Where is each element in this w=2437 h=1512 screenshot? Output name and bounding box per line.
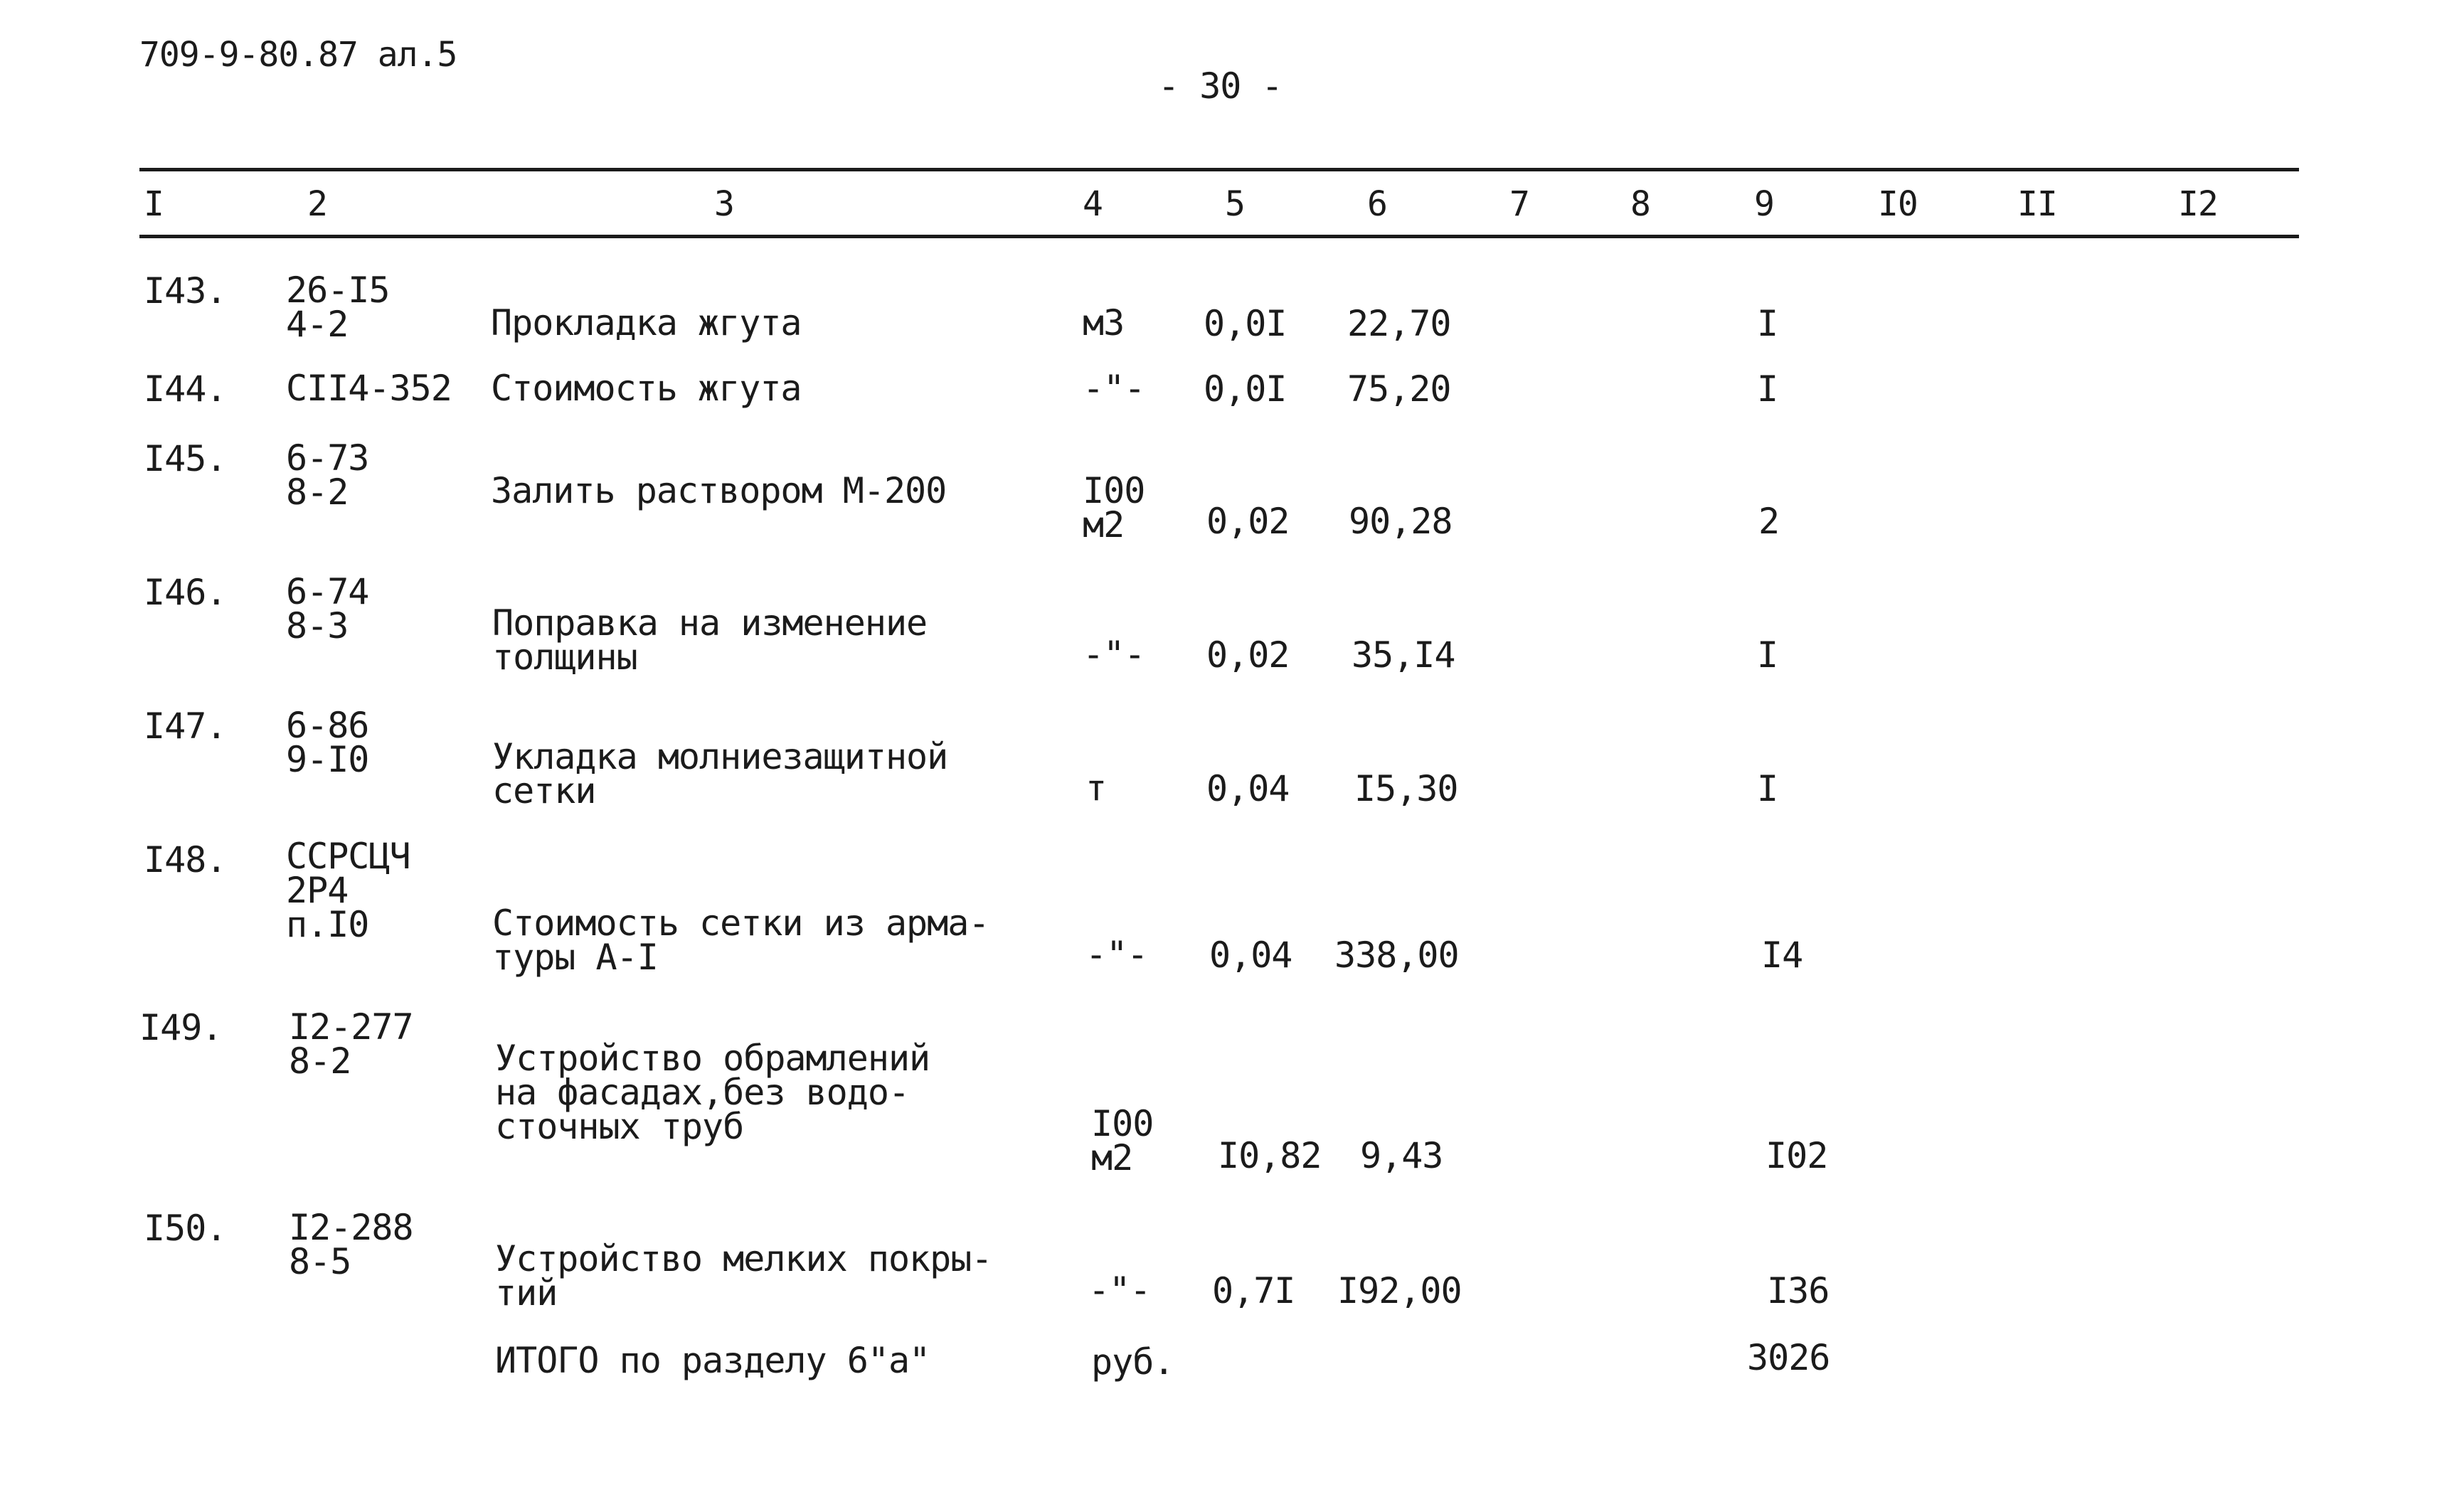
row-name: Стоимость жгута	[491, 368, 802, 409]
row-price: 9,43	[1360, 1135, 1443, 1176]
row-name: Залить раствором М-200	[491, 470, 947, 511]
row-total: I	[1757, 368, 1778, 410]
row-price: I92,00	[1337, 1270, 1462, 1311]
row-quantity: 0,7I	[1212, 1270, 1295, 1311]
row-code: CII4-352	[286, 368, 452, 409]
row-quantity: 0,04	[1206, 768, 1290, 809]
table-top-rule	[139, 168, 2299, 171]
row-code: 6-74 8-3	[286, 571, 369, 646]
row-name: Устройство обрамлений на фасадах,без водо- сточных труб	[495, 1038, 930, 1147]
row-name: Поправка на изменение толщины	[492, 602, 928, 678]
row-unit: I00 м2	[1091, 1103, 1154, 1178]
row-code: 6-86 9-I0	[286, 705, 369, 780]
column-header-11: II	[2017, 184, 2057, 224]
column-header-10: I0	[1878, 184, 1918, 224]
row-code: 26-I5 4-2	[286, 270, 390, 345]
row-quantity: 0,0I	[1204, 368, 1287, 410]
row-total: I02	[1766, 1135, 1828, 1176]
row-total: I4	[1761, 935, 1803, 976]
section-total-unit: руб.	[1091, 1341, 1174, 1383]
row-quantity: 0,0I	[1204, 303, 1287, 344]
row-unit: т	[1085, 767, 1107, 809]
page-number: - 30 -	[1158, 65, 1283, 107]
row-price: 75,20	[1347, 368, 1451, 410]
row-quantity: I0,82	[1218, 1135, 1322, 1176]
row-number: I47.	[144, 706, 227, 747]
row-unit: I00 м2	[1083, 470, 1145, 545]
row-number: I45.	[144, 438, 227, 479]
row-quantity: 0,02	[1206, 501, 1290, 542]
row-unit: -"-	[1085, 934, 1148, 975]
row-total: 2	[1758, 501, 1780, 542]
row-number: I48.	[144, 839, 227, 880]
row-quantity: 0,02	[1206, 634, 1290, 676]
section-total-value: 3026	[1747, 1337, 1830, 1378]
row-code: ССРСЦЧ 2Р4 п.I0	[286, 836, 410, 945]
row-number: I44.	[144, 368, 227, 410]
row-code: 6-73 8-2	[286, 437, 369, 513]
row-number: I50.	[144, 1208, 227, 1249]
column-header-4: 4	[1083, 184, 1103, 224]
row-number: I49.	[139, 1007, 223, 1048]
column-header-6: 6	[1367, 184, 1387, 224]
row-name: Укладка молниезащитной сетки	[492, 736, 948, 811]
row-unit: -"-	[1083, 634, 1145, 675]
row-total: I36	[1767, 1270, 1830, 1311]
row-price: 338,00	[1334, 935, 1459, 976]
row-code: I2-277 8-2	[289, 1006, 413, 1082]
row-code: I2-288 8-5	[289, 1207, 413, 1282]
column-header-5: 5	[1225, 184, 1245, 224]
row-number: I43.	[144, 270, 227, 312]
row-price: I5,30	[1354, 768, 1458, 809]
table-header-rule	[139, 235, 2299, 238]
row-total: I	[1757, 768, 1778, 809]
row-unit: -"-	[1083, 368, 1145, 409]
row-name: Прокладка жгута	[491, 302, 802, 344]
column-header-7: 7	[1509, 184, 1529, 224]
row-quantity: 0,04	[1209, 935, 1292, 976]
column-header-8: 8	[1630, 184, 1650, 224]
row-unit: м3	[1083, 302, 1125, 344]
section-total-label: ИТОГО по разделу 6"а"	[495, 1340, 930, 1381]
column-header-1: I	[144, 184, 164, 224]
column-header-12: I2	[2178, 184, 2218, 224]
row-total: I	[1757, 303, 1778, 344]
row-name: Стоимость сетки из арма- туры А-I	[492, 903, 989, 978]
column-header-3: 3	[714, 184, 734, 224]
document-code: 709-9-80.87 ал.5	[139, 35, 457, 75]
row-name: Устройство мелких покры- тий	[495, 1238, 992, 1314]
row-price: 22,70	[1347, 303, 1451, 344]
row-price: 35,I4	[1352, 634, 1455, 676]
row-price: 90,28	[1349, 501, 1453, 542]
row-number: I46.	[144, 572, 227, 613]
column-header-9: 9	[1754, 184, 1774, 224]
column-header-2: 2	[307, 184, 327, 224]
row-unit: -"-	[1088, 1269, 1151, 1311]
row-total: I	[1757, 634, 1778, 676]
